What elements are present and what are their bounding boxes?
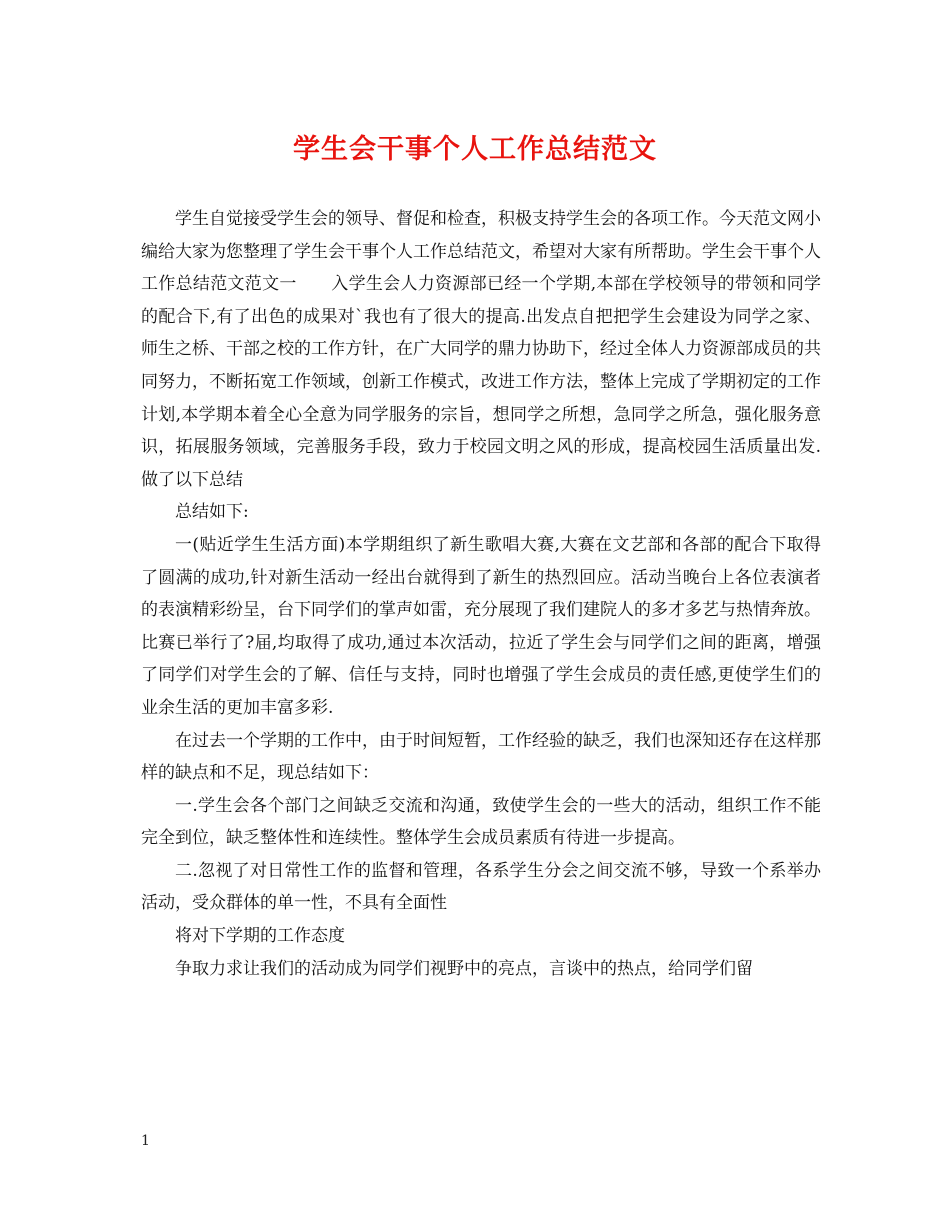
paragraph-intro: 学生自觉接受学生会的领导、督促和检查，积极支持学生会的各项工作。今天范文网小编给大家为您整理了学生会干事个人工作总结范文，希望对大家有所帮助。学生会干事个人工作总结范文范文一 入学生会人力资源部已经一个学期,本部在学校领导的带领和同学的配合下,有了出色的成果对`我也有了很大的提高.出发点自把把学生会建设为同学之家、师生之桥、干部之校的工作方针，在广大同学的鼎力协助下，经过全体人力资源部成员的共同努力，不断拓宽工作领域，创新工作模式，改进工作方法，整体上完成了学期初定的工作计划,本学期本着全心全意为同学服务的宗旨，想同学之所想，急同学之所急，强化服务意识，拓展服务领域，完善服务手段，致力于校园文明之风的形成，提高校园生活质量出发.做了以下总结: [141, 209, 821, 490]
paragraph-next-term-heading: 将对下学期的工作态度: [175, 926, 345, 947]
document-title: 学生会干事个人工作总结范文: [293, 134, 657, 165]
paragraph-shortcoming-two: 二.忽视了对日常性工作的监督和管理，各系学生分会之间交流不够，导致一个系举办活动，受众群体的单一性，不具有全面性: [141, 860, 821, 914]
document-body: [141, 203, 821, 985]
paragraph-student-life: 一(贴近学生生活方面)本学期组织了新生歌唱大赛,大赛在文艺部和各部的配合下取得了圆满的成功,针对新生活动一经出台就得到了新生的热烈回应。活动当晚台上各位表演者的表演精彩纷呈，台下同学们的掌声如雷，充分展现了我们建院人的多才多艺与热情奔放。比赛已举行了?届,均取得了成功,通过本次活动，拉近了学生会与同学们之间的距离，增强了同学们对学生会的了解、信任与支持，同时也增强了学生会成员的责任感,更使学生们的业余生活的更加丰富多彩.: [141, 534, 821, 718]
paragraph-summary-heading: 总结如下:: [175, 502, 249, 523]
paragraph-next-term-goal: 争取力求让我们的活动成为同学们视野中的亮点，言谈中的热点，给同学们留: [175, 958, 753, 979]
page-number: 1: [141, 1133, 150, 1149]
paragraph-shortcoming-one: 一.学生会各个部门之间缺乏交流和沟通，致使学生会的一些大的活动，组织工作不能完全到位，缺乏整体性和连续性。整体学生会成员素质有待进一步提高。: [141, 795, 821, 849]
paragraph-shortcomings-intro: 在过去一个学期的工作中，由于时间短暂，工作经验的缺乏，我们也深知还存在这样那样的缺点和不足，现总结如下：: [141, 730, 821, 784]
